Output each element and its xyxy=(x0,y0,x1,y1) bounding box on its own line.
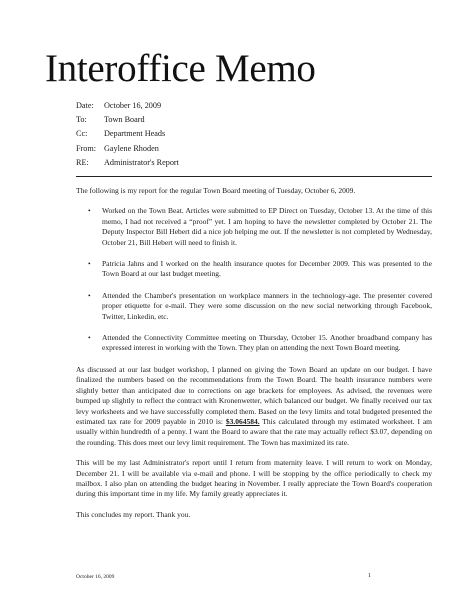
list-item-text: Attended the Connectivity Committee meeting on Thursday, October 15. Another broadband company has expressed interest in working with the Town. They plan on attending the next Town Board meeting. xyxy=(102,333,432,353)
memo-field-value: Gaylene Rhoden xyxy=(104,143,159,153)
bullet-icon: • xyxy=(88,259,91,269)
tax-rate-amount: $3.064584. xyxy=(225,416,260,426)
list-item-text: Patricia Jahns and I worked on the health insurance quotes for December 2009. This was presented to the Town Board at our last budget meeting. xyxy=(102,259,432,279)
budget-text-before: As discussed at our last budget workshop, I planned on giving the Town Board an update on our budget. I have finalized the numbers based on the recommendations from the Town Board. The health insurance numbers were slightly better than anticipated due to corrections on age brackets for employees. As advised, the revenues were bumped up slightly to reflect the contract with Kronenwetter, which balanced our budget. We finally received our tax levy worksheets and we have successfully completed them. Based on the levy limits and total budgeted presented the estimated tax rate for 2009 payable in 2010 is: xyxy=(76,364,432,426)
memo-field-value: October 16, 2009 xyxy=(104,101,162,110)
memo-field-label: To: xyxy=(76,115,87,125)
bullet-icon: • xyxy=(88,333,91,343)
footer-date: October 16, 2009 xyxy=(76,574,115,580)
header-divider xyxy=(76,176,432,177)
memo-body xyxy=(76,186,432,530)
memo-field-label: RE: xyxy=(76,157,89,167)
list-item xyxy=(88,259,432,280)
budget-paragraph xyxy=(76,365,432,448)
closing-paragraph: This concludes my report. Thank you. xyxy=(76,509,191,519)
list-item xyxy=(88,333,432,354)
memo-field-from xyxy=(76,142,179,156)
list-item-text: Attended the Chamber's presentation on workplace manners in the technology-age. The presenter covered proper etiquette for e-mail. They were some discussion on the new social networking through Facebook, Twitter, Linkedin, etc. xyxy=(102,290,432,321)
memo-field-value: Town Board xyxy=(104,115,145,125)
intro-paragraph: The following is my report for the regular Town Board meeting of Tuesday, October 6, 2009. xyxy=(76,186,356,195)
memo-field-to xyxy=(76,113,179,127)
memo-title: Interoffice Memo xyxy=(45,47,316,90)
memo-field-label: From: xyxy=(76,143,97,153)
memo-field-date xyxy=(76,99,179,113)
maternity-leave-paragraph: This will be my last Administrator's report until I return from maternity leave. I will return to work on Monday, December 21. I will be available via e-mail and phone. I will be stopping by the office periodically to check my mailbox. I also plan on attending the budget hearing in November. I really appreciate the Town Board's cooperation during this important time in my life. My family greatly appreciates it. xyxy=(76,458,432,499)
memo-field-value: Department Heads xyxy=(104,129,166,139)
budget-text-after: This calculated through my estimated worksheet. I am usually within hundredth of a penny. I want the Board to aware that the rate may actually reflect $3.07, depending on the rounding. This does meet our levy limit requirement. The Town has maximized its rate. xyxy=(76,416,432,447)
memo-field-value: Administrator's Report xyxy=(104,157,179,167)
memo-field-re xyxy=(76,156,179,170)
list-item xyxy=(88,290,432,322)
bullet-icon: • xyxy=(88,290,91,300)
report-bullet-list xyxy=(76,206,432,353)
memo-field-label: Date: xyxy=(76,101,94,110)
memo-field-label: Cc: xyxy=(76,129,88,139)
list-item xyxy=(88,206,432,248)
bullet-icon: • xyxy=(88,206,91,216)
memo-header-fields xyxy=(76,99,179,170)
list-item-text: Worked on the Town Beat. Articles were submitted to EP Direct on Tuesday, October 13. At the time of this memo, I had not received a “proof” yet. I am hoping to have the newsletter completed by October 21. The Deputy Inspector Bill Hebert did a nice job helping me out. If the newsletter is not completed by Wednesday, October 21, Bill Hebert will need to finish it. xyxy=(102,206,432,247)
memo-field-cc xyxy=(76,127,179,141)
page-number: 1 xyxy=(368,573,371,579)
